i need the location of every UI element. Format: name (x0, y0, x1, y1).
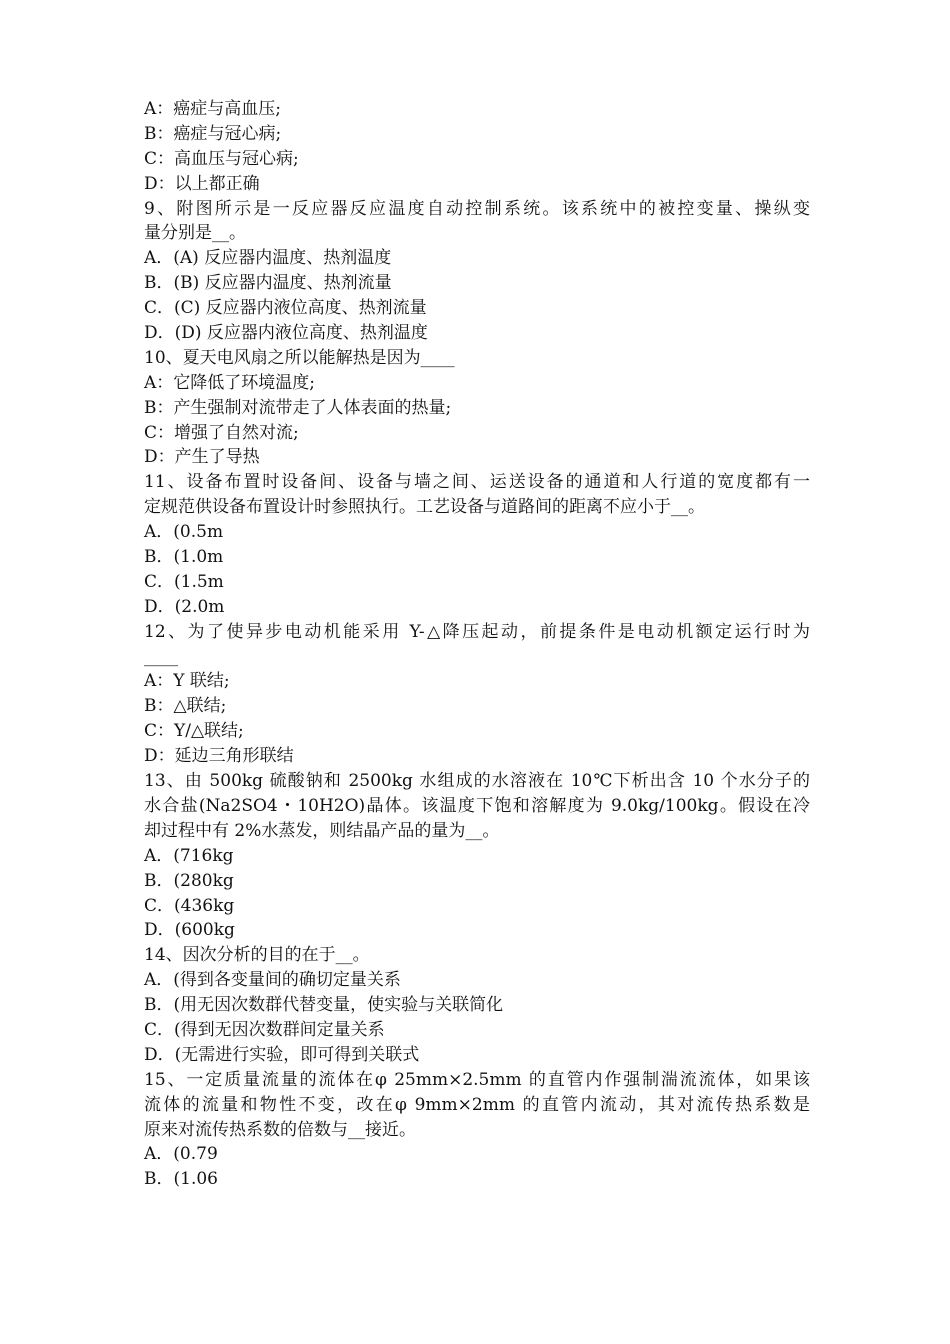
text-line: B．(1.06 (144, 1169, 218, 1190)
text-line: 却过程中有 2%水蒸发，则结晶产品的量为__。 (144, 820, 500, 841)
question-10-line: 10、夏天电风扇之所以能解热是因为____ (144, 347, 455, 368)
text-line: C．(得到无因次数群间定量关系 (144, 1019, 385, 1040)
text-line: C．(1.5m (144, 571, 224, 592)
text-line: A：Y 联结; (144, 671, 230, 692)
question-14-line: 14、因次分析的目的在于__。 (144, 945, 370, 966)
text-line: A．(得到各变量间的确切定量关系 (144, 970, 401, 991)
text-line: ____ (144, 646, 178, 667)
text-line: D：以上都正确 (144, 173, 260, 194)
text-line: A．(0.5m (144, 522, 224, 543)
text-line: D：产生了导热 (144, 447, 260, 468)
text-line: B：△联结; (144, 696, 227, 717)
text-line: A．(0.79 (144, 1144, 218, 1165)
text-line: B．(280kg (144, 870, 234, 891)
text-line: D．(600kg (144, 920, 235, 941)
text-line: B：癌症与冠心病; (144, 123, 282, 144)
text-line: 原来对流传热系数的倍数与__接近。 (144, 1119, 416, 1140)
text-line: D．(2.0m (144, 596, 225, 617)
question-15-line: 15、一定质量流量的流体在φ 25mm×2.5mm 的直管内作强制湍流流体，如果该 (144, 1069, 810, 1090)
text-line: A．(A) 反应器内温度、热剂温度 (144, 248, 392, 269)
text-line: A：它降低了环境温度; (144, 372, 316, 393)
question-12-line: 12、为了使异步电动机能采用 Y-△降压起动，前提条件是电动机额定运行时为 (144, 621, 810, 642)
text-line: C：高血压与冠心病; (144, 148, 299, 169)
text-line: C：Y/△联结; (144, 721, 244, 742)
text-line: 定规范供设备布置设计时参照执行。工艺设备与道路间的距离不应小于__。 (144, 497, 705, 518)
text-line: 量分别是__。 (144, 223, 246, 244)
text-line: D：延边三角形联结 (144, 746, 294, 767)
text-line: C：增强了自然对流; (144, 422, 299, 443)
text-line: B：产生强制对流带走了人体表面的热量; (144, 397, 452, 418)
text-line: C．(436kg (144, 895, 235, 916)
text-line: A：癌症与高血压; (144, 99, 282, 119)
document-page (144, 97, 810, 1192)
question-11-line: 11、设备布置时设备间、设备与墙之间、运送设备的通道和人行道的宽度都有一 (144, 472, 810, 493)
text-line: B．(B) 反应器内温度、热剂流量 (144, 273, 392, 294)
text-line: B．(1.0m (144, 547, 224, 568)
text-line: C．(C) 反应器内液位高度、热剂流量 (144, 298, 427, 319)
text-line: D．(D) 反应器内液位高度、热剂温度 (144, 323, 428, 344)
question-9-line: 9、附图所示是一反应器反应温度自动控制系统。该系统中的被控变量、操纵变 (144, 198, 810, 219)
text-line: B．(用无因次数群代替变量，使实验与关联简化 (144, 995, 504, 1016)
text-line: A．(716kg (144, 845, 234, 866)
text-line: 流体的流量和物性不变，改在φ 9mm×2mm 的直管内流动，其对流传热系数是 (144, 1094, 810, 1115)
question-13-line: 13、由 500kg 硫酸钠和 2500kg 水组成的水溶液在 10℃下析出含 10 个水分子的 (144, 771, 810, 792)
text-line: D．(无需进行实验，即可得到关联式 (144, 1044, 420, 1065)
text-line: 水合盐(Na2SO4・10H2O)晶体。该温度下饱和溶解度为 9.0kg/100kg。假设在冷 (144, 795, 810, 816)
